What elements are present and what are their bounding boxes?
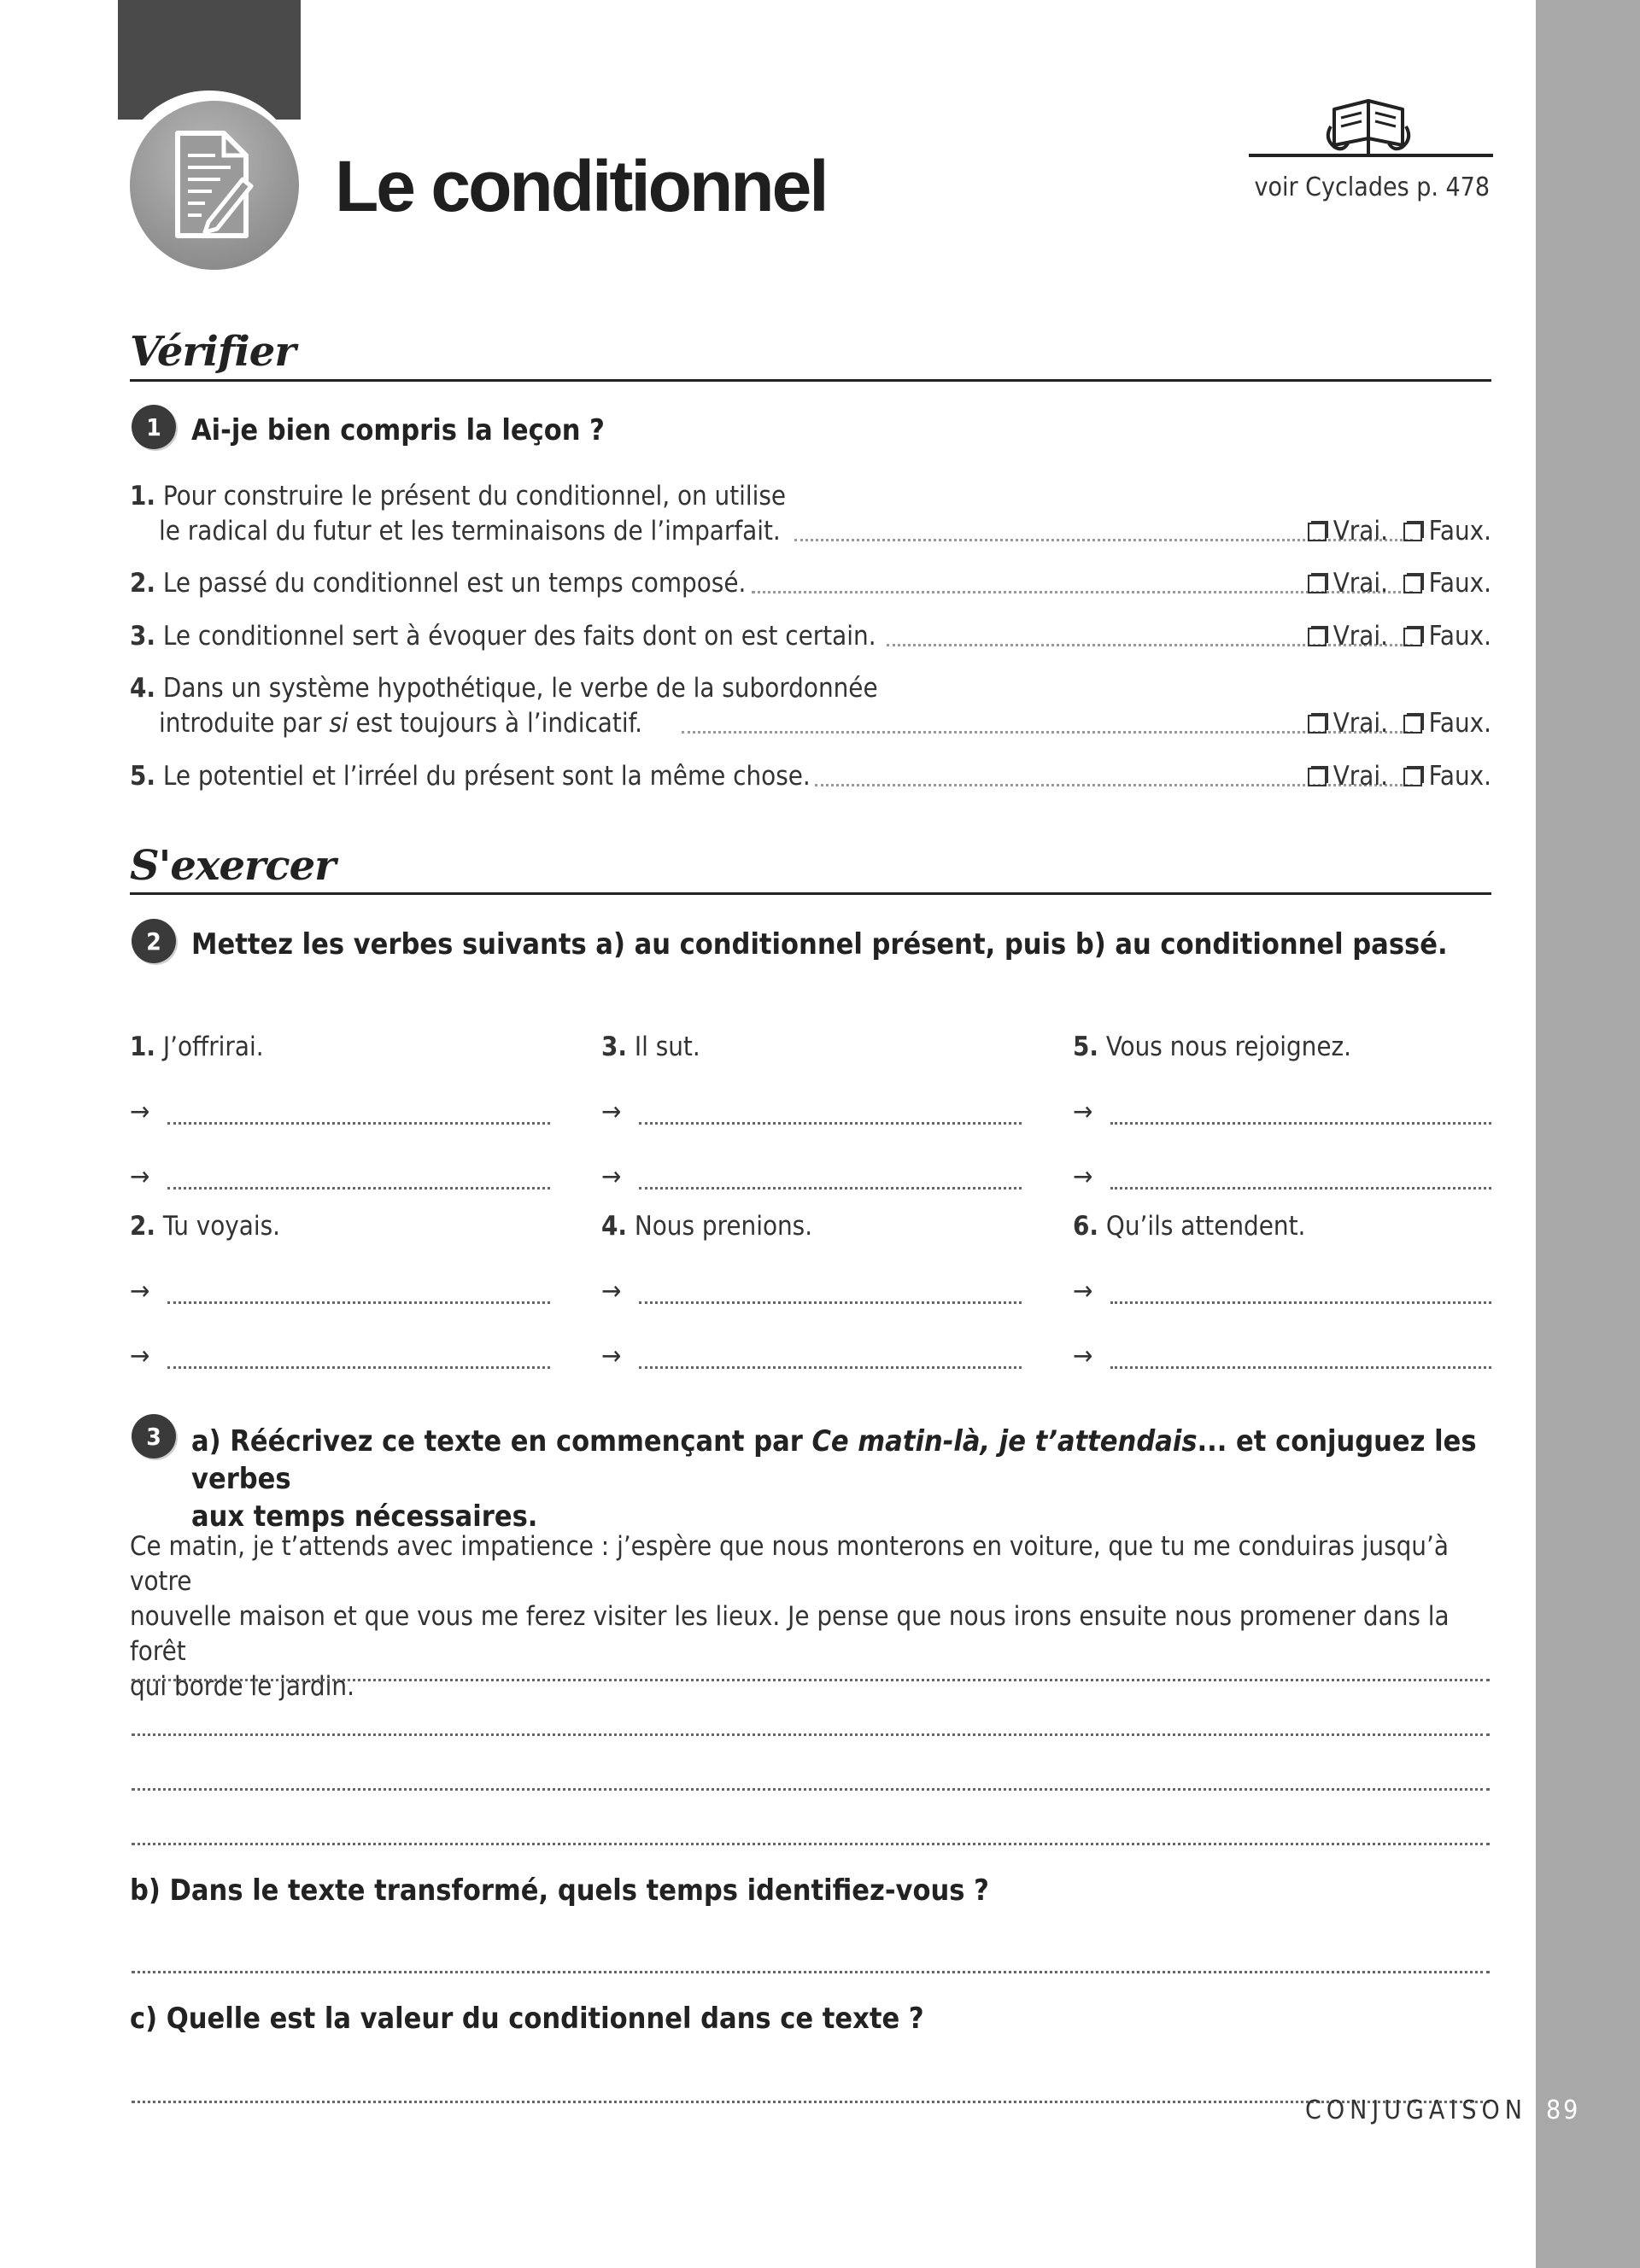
- question-text: 1. Pour construire le présent du conditionnel, on utilise le radical du futur et les terminaisons de l’imparfait.: [130, 481, 787, 547]
- section-title-verify: Vérifier: [130, 328, 296, 376]
- verb-prompt: 1. J’offrirai.: [130, 1032, 264, 1062]
- answer-line[interactable]: [639, 1122, 1022, 1125]
- true-false-item: [130, 479, 1491, 549]
- verb-prompt: 2. Tu voyais.: [130, 1211, 281, 1242]
- arrow-icon: →: [130, 1276, 150, 1306]
- true-false-item: [130, 671, 1491, 741]
- answer-line[interactable]: [132, 1733, 1490, 1736]
- answer-line[interactable]: [639, 1187, 1022, 1190]
- verb-prompt: 5. Vous nous rejoignez.: [1073, 1032, 1352, 1062]
- arrow-icon: →: [601, 1161, 622, 1192]
- true-false-choices: [1308, 619, 1491, 654]
- arrow-icon: →: [601, 1096, 622, 1127]
- true-checkbox[interactable]: Vrai.: [1308, 708, 1388, 739]
- true-false-choices: [1308, 759, 1491, 794]
- true-false-choices: [1308, 566, 1491, 601]
- answer-line[interactable]: [132, 2101, 1490, 2103]
- answer-line[interactable]: [639, 1301, 1022, 1304]
- arrow-icon: →: [1073, 1276, 1093, 1306]
- section-rule: [130, 892, 1491, 895]
- arrow-icon: →: [1073, 1096, 1093, 1127]
- answer-line[interactable]: [167, 1366, 550, 1369]
- answer-line[interactable]: [1110, 1122, 1491, 1125]
- verb-prompt: 3. Il sut.: [601, 1032, 700, 1062]
- arrow-icon: →: [1073, 1341, 1093, 1371]
- question-text: 2. Le passé du conditionnel est un temps composé.: [130, 568, 747, 599]
- false-checkbox[interactable]: Faux.: [1403, 516, 1491, 547]
- answer-line[interactable]: [1110, 1301, 1491, 1304]
- page-edge-band: [1536, 0, 1640, 2268]
- page-number: 89: [1546, 2096, 1581, 2125]
- true-checkbox[interactable]: Vrai.: [1308, 516, 1388, 547]
- answer-line[interactable]: [1110, 1366, 1491, 1369]
- true-false-item: [130, 759, 1491, 794]
- arrow-icon: →: [130, 1161, 150, 1192]
- answer-line[interactable]: [167, 1301, 550, 1304]
- page-title: Le conditionnel: [335, 146, 827, 226]
- arrow-icon: →: [130, 1341, 150, 1371]
- true-false-choices: [1308, 514, 1491, 549]
- true-false-item: [130, 619, 1491, 654]
- exercise-title: a) Réécrivez ce texte en commençant par Ce matin-là, je t’attendais... et conjuguez les verbes aux temps nécessaires.: [191, 1424, 1477, 1534]
- exercise-title: Ai-je bien compris la leçon ?: [191, 413, 605, 447]
- answer-line[interactable]: [132, 1679, 1490, 1681]
- open-book-reading-icon: [1249, 92, 1493, 161]
- arrow-icon: →: [601, 1276, 622, 1306]
- section-rule: [130, 379, 1491, 382]
- answer-line[interactable]: [132, 1843, 1490, 1845]
- false-checkbox[interactable]: Faux.: [1403, 568, 1491, 599]
- true-false-item: [130, 566, 1491, 601]
- footer-section-label: CONJUGAISON: [1305, 2096, 1527, 2125]
- true-checkbox[interactable]: Vrai.: [1308, 621, 1388, 652]
- true-false-choices: [1308, 706, 1491, 741]
- exercise-number-badge: 3: [132, 1414, 176, 1458]
- false-checkbox[interactable]: Faux.: [1403, 708, 1491, 739]
- verb-prompt: 4. Nous prenions.: [601, 1211, 813, 1242]
- answer-line[interactable]: [639, 1366, 1022, 1369]
- true-checkbox[interactable]: Vrai.: [1308, 568, 1388, 599]
- answer-line[interactable]: [167, 1187, 550, 1190]
- answer-line[interactable]: [132, 1788, 1490, 1791]
- false-checkbox[interactable]: Faux.: [1403, 761, 1491, 792]
- arrow-icon: →: [130, 1096, 150, 1127]
- answer-line[interactable]: [167, 1122, 550, 1125]
- arrow-icon: →: [601, 1341, 622, 1371]
- document-pencil-icon: [130, 101, 299, 270]
- exercise-number-badge: 1: [132, 405, 176, 449]
- question-text: 3. Le conditionnel sert à évoquer des faits dont on est certain.: [130, 621, 876, 652]
- answer-line[interactable]: [132, 1971, 1490, 1973]
- verb-prompt: 6. Qu’ils attendent.: [1073, 1211, 1306, 1242]
- question-text: 5. Le potentiel et l’irréel du présent sont la même chose.: [130, 761, 811, 792]
- question-c: c) Quelle est la valeur du conditionnel dans ce texte ?: [130, 2002, 924, 2036]
- exercise-number-badge: 2: [132, 919, 176, 963]
- section-title-practice: S'exercer: [130, 842, 336, 890]
- true-checkbox[interactable]: Vrai.: [1308, 761, 1388, 792]
- arrow-icon: →: [1073, 1161, 1093, 1192]
- source-text: Ce matin, je t’attends avec impatience : j’espère que nous monterons en voiture, que tu me conduiras jusqu’à votre nouvelle maison et que vous me ferez visiter les lieux. Je pense que nous irons ensuite nous promener dans la forêt qui borde le jardin.: [130, 1531, 1450, 1702]
- question-text: 4. Dans un système hypothétique, le verbe de la subordonnée introduite par si est toujours à l’indicatif.: [130, 673, 878, 739]
- question-b: b) Dans le texte transformé, quels temps identifiez-vous ?: [130, 1873, 989, 1908]
- textbook-reference: voir Cyclades p. 478: [1254, 172, 1490, 202]
- false-checkbox[interactable]: Faux.: [1403, 621, 1491, 652]
- exercise-title: Mettez les verbes suivants a) au conditionnel présent, puis b) au conditionnel passé.: [191, 927, 1448, 962]
- dotted-leader: [682, 731, 1413, 734]
- answer-line[interactable]: [1110, 1187, 1491, 1190]
